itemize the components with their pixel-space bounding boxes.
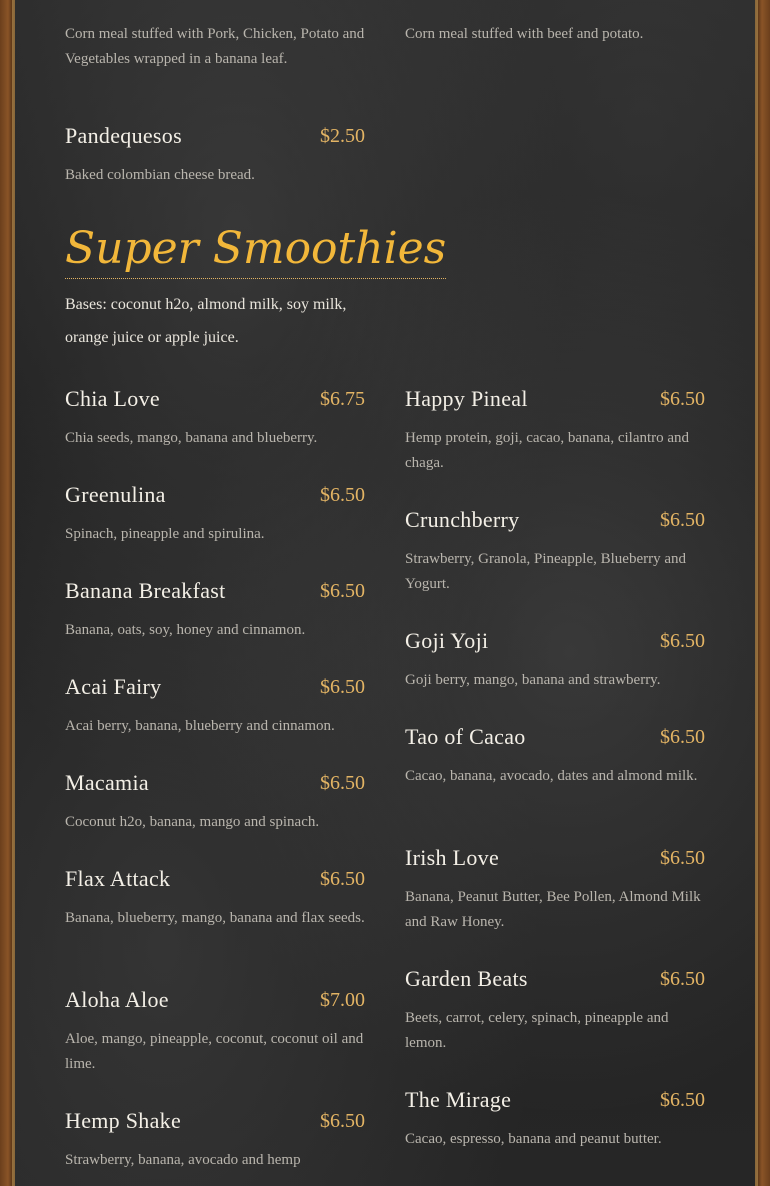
menu-item-header [65,0,365,12]
menu-item-header [65,674,365,704]
menu-item-header [405,386,705,416]
menu-item-header [65,987,365,1017]
menu-item-price: $6.75 [320,388,365,410]
menu-item [65,386,365,451]
menu-item [65,987,365,1077]
menu-item-description: Corn meal stuffed with Pork, Chicken, Potato and Vegetables wrapped in a banana leaf. [65,26,365,67]
menu-item [65,482,365,547]
menu-item-header [405,845,705,875]
menu-item-header [405,0,705,12]
menu-item-price: $6.50 [660,630,705,652]
menu-item-header [405,507,705,537]
menu-item [405,966,705,1056]
menu-item-name: Acai Fairy [65,674,162,699]
menu-item-name: Tao of Cacao [405,724,526,749]
menu-item-price: $6.50 [320,772,365,794]
menu-item-description: Strawberry, banana, avocado and hemp [65,1152,301,1168]
menu-item-description: Cacao, espresso, banana and peanut butter. [405,1131,662,1147]
menu-item [405,845,705,935]
menu-item [65,123,365,188]
menu-item-price: $6.50 [660,1089,705,1111]
menu-item-name: Irish Love [405,845,500,870]
menu-item-description: Corn meal stuffed with beef and potato. [405,26,644,42]
menu-item-header [65,578,365,608]
menu-item-description: Strawberry, Granola, Pineapple, Blueberry and Yogurt. [405,551,687,592]
menu-item-description: Banana, Peanut Butter, Bee Pollen, Almond Milk and Raw Honey. [405,889,701,930]
menu-item-name: Macamia [65,770,149,795]
menu-item-header [405,724,705,754]
menu-item [65,770,365,835]
menu-item-price: $6.50 [320,484,365,506]
menu-item-header [65,1108,365,1138]
menu-item-name: Greenulina [65,482,166,507]
menu-item-header [65,482,365,512]
menu-item-description: Baked colombian cheese bread. [65,167,255,183]
menu-item-description: Beets, carrot, celery, spinach, pineapple and lemon. [405,1010,669,1051]
menu-item [405,386,705,476]
menu-item [405,0,705,47]
menu-item [65,866,365,931]
menu-item-price: $6.50 [660,968,705,990]
menu-item-header [65,386,365,416]
menu-item [65,578,365,643]
menu-item-price: $6.50 [660,847,705,869]
menu-item-description: Coconut h2o, banana, mango and spinach. [65,814,320,830]
menu-item [65,0,365,72]
menu-item-price: $6.50 [660,388,705,410]
menu-item-name: Hemp Shake [65,1108,182,1133]
menu-item-price: $6.50 [320,1110,365,1132]
menu-item-header [65,123,365,153]
menu-item-name: Pandequesos [65,123,182,148]
smoothie-bases: Bases: coconut h2o, almond milk, soy milk, orange juice or apple juice. [65,296,347,346]
menu-item-name: Flax Attack [65,866,171,891]
menu-item [65,1108,365,1173]
menu-item-price: $6.50 [320,580,365,602]
frame-border-left [12,0,15,1186]
menu-item-name: Chia Love [65,386,160,411]
menu-item [405,507,705,597]
menu-item-header [65,770,365,800]
menu-item-description: Aloe, mango, pineapple, coconut, coconut oil and lime. [65,1031,364,1072]
menu-item-name: Happy Pineal [405,386,528,411]
menu-item [405,628,705,693]
menu-item-price: $6.50 [660,726,705,748]
menu-item-description: Acai berry, banana, blueberry and cinnamon. [65,718,335,734]
menu-item-price: $2.50 [320,125,365,147]
section-title: Super Smoothies [65,220,446,279]
menu-item-description: Banana, blueberry, mango, banana and flax seeds. [65,910,365,926]
chalkboard-menu [15,0,755,1186]
menu-item [405,724,705,789]
menu-item-description: Hemp protein, goji, cacao, banana, cilantro and chaga. [405,430,690,471]
menu-item-header [65,866,365,896]
menu-item-name: Garden Beats [405,966,528,991]
menu-item-price: $6.50 [320,676,365,698]
frame-border-right [755,0,758,1186]
menu-item-name: Crunchberry [405,507,520,532]
menu-item-price: $6.50 [320,868,365,890]
menu-item-description: Spinach, pineapple and spirulina. [65,526,265,542]
menu-item-header [405,1087,705,1117]
menu-item [405,1087,705,1152]
menu-item-header [405,966,705,996]
menu-item-description: Chia seeds, mango, banana and blueberry. [65,430,318,446]
menu-item-description: Cacao, banana, avocado, dates and almond milk. [405,768,698,784]
menu-item-description: Goji berry, mango, banana and strawberry. [405,672,661,688]
menu-item-name: Goji Yoji [405,628,489,653]
menu-item-name: The Mirage [405,1087,512,1112]
menu-item-name: Aloha Aloe [65,987,169,1012]
menu-item-description: Banana, oats, soy, honey and cinnamon. [65,622,306,638]
menu-item-name: Banana Breakfast [65,578,226,603]
menu-item-price: $6.50 [660,509,705,531]
menu-item-header [405,628,705,658]
menu-item-price: $7.00 [320,989,365,1011]
menu-item [65,674,365,739]
